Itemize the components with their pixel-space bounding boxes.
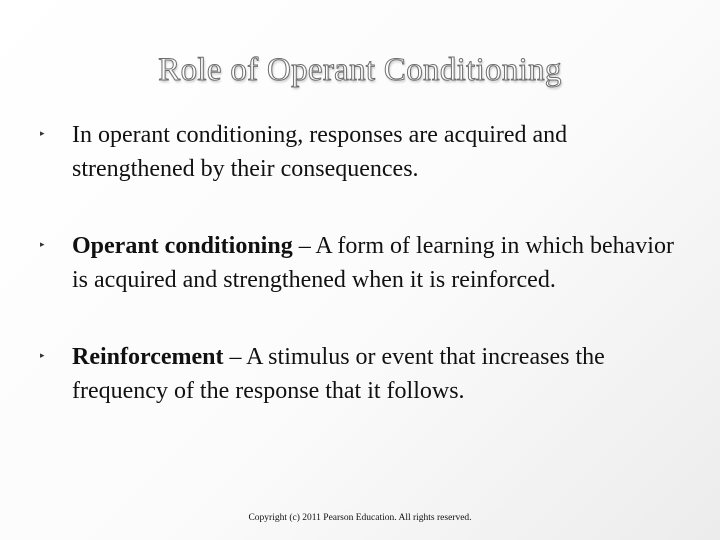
slide-title: Role of Operant Conditioning bbox=[158, 52, 562, 88]
bullet-term: Reinforcement bbox=[72, 344, 224, 370]
bullet-text: In operant conditioning, responses are acquired and strengthened by their consequences. bbox=[72, 122, 568, 182]
bullet-text: – A form of learning in which behavior is acquired and strengthened when it is reinforced. bbox=[72, 233, 674, 293]
bullet-term: Operant conditioning bbox=[72, 233, 293, 259]
bullet-text: – A stimulus or event that increases the frequency of the response that it follows. bbox=[72, 344, 605, 404]
bullet-list bbox=[0, 118, 720, 408]
bullet-item bbox=[0, 229, 720, 297]
bullet-item bbox=[0, 340, 720, 408]
bullet-item bbox=[0, 118, 720, 186]
bullet-arrow-icon: ▸ bbox=[40, 239, 45, 249]
bullet-arrow-icon: ▸ bbox=[40, 350, 45, 360]
bullet-arrow-icon: ▸ bbox=[40, 128, 45, 138]
copyright-footer: Copyright (c) 2011 Pearson Education. All rights reserved. bbox=[248, 513, 472, 523]
